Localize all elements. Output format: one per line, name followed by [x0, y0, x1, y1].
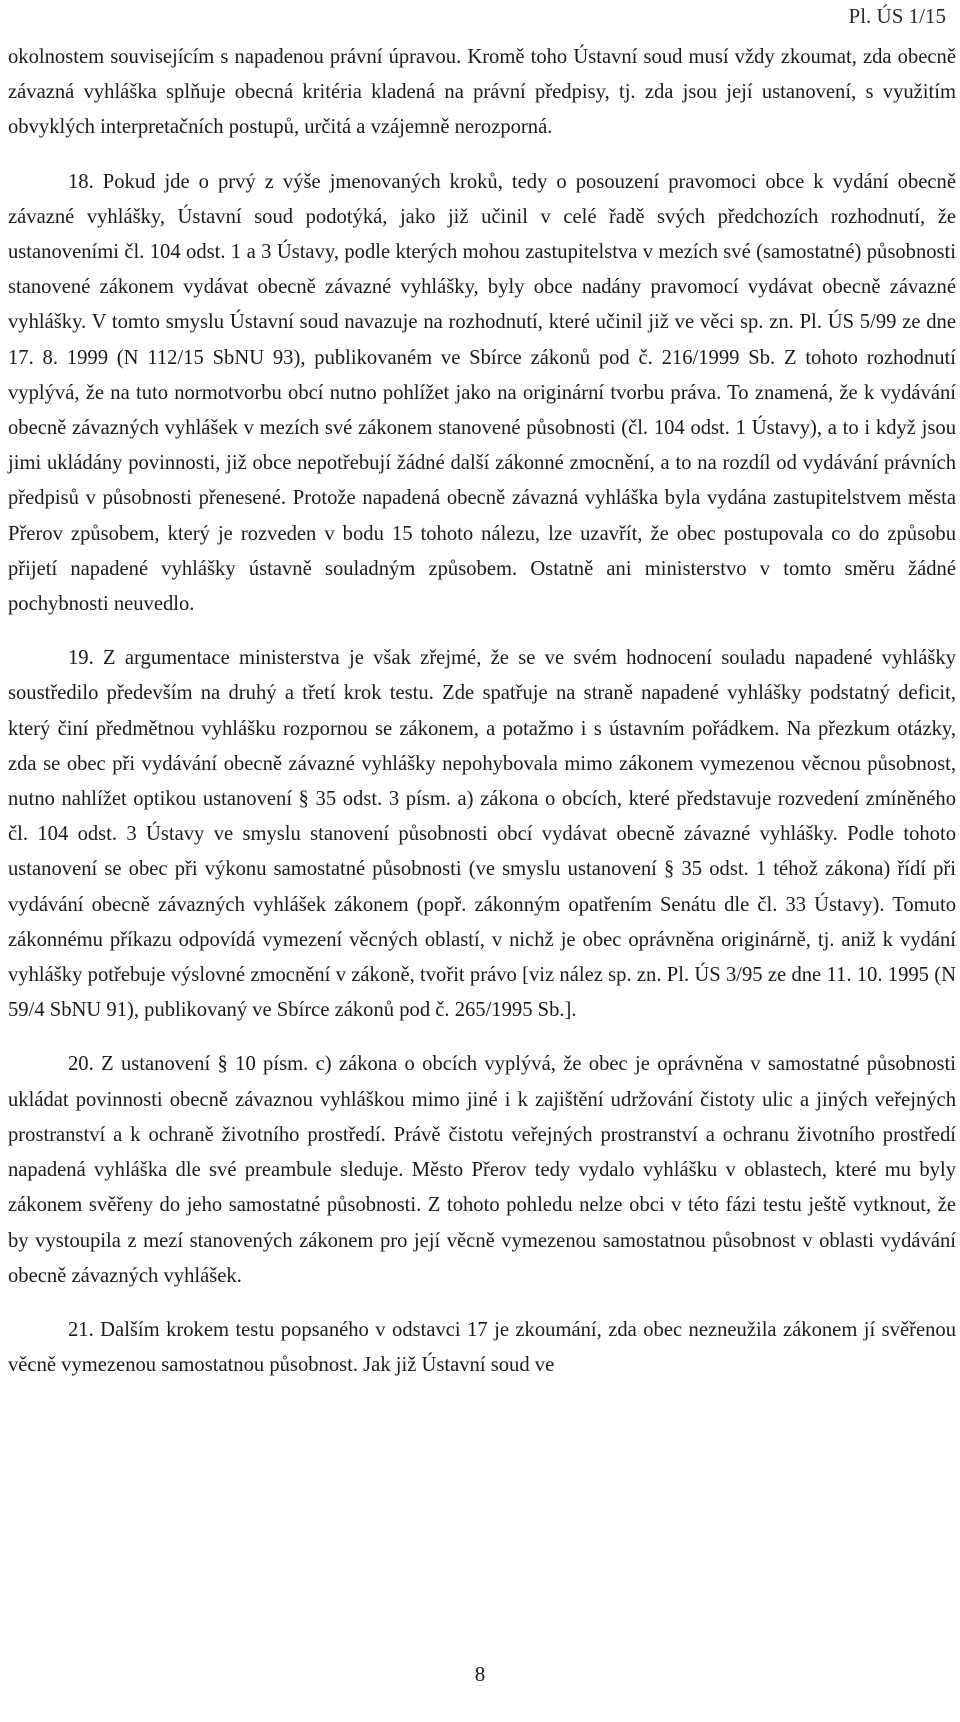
page-number: 8 — [474, 1662, 486, 1686]
document-reference: Pl. ÚS 1/15 — [848, 4, 946, 28]
paragraph-19: 19. Z argumentace ministerstva je však zřejmé, že se ve svém hodnocení souladu napadené vyhlášky soustředilo především na druhý a třetí krok testu. Zde spatřuje na straně napadené vyhlášky podstatný deficit, který činí předmětnou vyhlášku rozpornou se zákonem, a potažmo i s ústavním pořádkem. Na přezkum otázky, zda se obec při vydávání obecně závazné vyhlášky nepohybovala mimo zákonem vymezenou věcnou působnost, nutno nahlížet optikou ustanovení § 35 odst. 3 písm. a) zákona o obcích, které představuje rozvedení zmíněného čl. 104 odst. 3 Ústavy ve smyslu stanovení působnosti obcí vydávat obecně závazné vyhlášky. Podle tohoto ustanovení se obec při výkonu samostatné působnosti (ve smyslu ustanovení § 35 odst. 1 téhož zákona) řídí při vydávání obecně závazných vyhlášek zákonem (popř. zákonným opatřením Senátu dle čl. 33 Ústavy). Tomuto zákonnému příkazu odpovídá vymezení věcných oblastí, v nichž je obec oprávněna originárně, tj. aniž k vydání vyhlášky potřebuje výslovné zmocnění v zákoně, tvořit právo [viz nález sp. zn. Pl. ÚS 3/95 ze dne 11. 10. 1995 (N 59/4 SbNU 91), publikovaný ve Sbírce zákonů pod č. 265/1995 Sb.]. — [8, 647, 956, 1022]
paragraph-continuation: okolnostem souvisejícím s napadenou právní úpravou. Kromě toho Ústavní soud musí vždy zkoumat, zda obecně závazná vyhláška splňuje obecná kritéria kladená na právní předpisy, tj. zda jsou její ustanovení, s využitím obvyklých interpretačních postupů, určitá a vzájemně nerozporná. — [8, 46, 956, 139]
document-body — [8, 40, 956, 1383]
paragraph-21: 21. Dalším krokem testu popsaného v odstavci 17 je zkoumání, zda obec nezneužila zákonem jí svěřenou věcně vymezenou samostatnou působnost. Jak již Ústavní soud ve — [8, 1318, 956, 1377]
paragraph-20: 20. Z ustanovení § 10 písm. c) zákona o obcích vyplývá, že obec je oprávněna v samostatné působnosti ukládat povinnosti obecně závaznou vyhláškou mimo jiné i k zajištění udržování čistoty ulic a jiných veřejných prostranství a k ochraně životního prostředí. Právě čistotu veřejných prostranství a ochranu životního prostředí napadená vyhláška dle své preambule sleduje. Město Přerov tedy vydalo vyhlášku v oblastech, které mu byly zákonem svěřeny do jeho samostatné působnosti. Z tohoto pohledu nelze obci v této fázi testu ještě vytknout, že by vystoupila z mezí stanovených zákonem pro její věcně vymezenou samostatnou působnost v oblasti vydávání obecně závazných vyhlášek. — [8, 1053, 956, 1287]
paragraph-18: 18. Pokud jde o prvý z výše jmenovaných kroků, tedy o posouzení pravomoci obce k vydání obecně závazné vyhlášky, Ústavní soud podotýká, jako již učinil v celé řadě svých předchozích rozhodnutí, že ustanoveními čl. 104 odst. 1 a 3 Ústavy, podle kterých mohou zastupitelstva v mezích své (samostatné) působnosti stanovené zákonem vydávat obecně závazné vyhlášky, byly obce nadány pravomocí vydávat obecně závazné vyhlášky. V tomto smyslu Ústavní soud navazuje na rozhodnutí, které učinil již ve věci sp. zn. Pl. ÚS 5/99 ze dne 17. 8. 1999 (N 112/15 SbNU 93), publikovaném ve Sbírce zákonů pod č. 216/1999 Sb. Z tohoto rozhodnutí vyplývá, že na tuto normotvorbu obcí nutno pohlížet jako na originární tvorbu práva. To znamená, že k vydávání obecně závazných vyhlášek v mezích své zákonem stanovené působnosti (čl. 104 odst. 1 Ústavy), a to i když jsou jimi ukládány povinnosti, již obce nepotřebují žádné další zákonné zmocnění, a to na rozdíl od vydávání právních předpisů v působnosti přenesené. Protože napadená obecně závazná vyhláška byla vydána zastupitelstvem města Přerov způsobem, který je rozveden v bodu 15 tohoto nálezu, lze uzavřít, že obec postupovala co do způsobu přijetí napadené vyhlášky ústavně souladným způsobem. Ostatně ani ministerstvo v tomto směru žádné pochybnosti neuvedlo. — [8, 170, 956, 616]
